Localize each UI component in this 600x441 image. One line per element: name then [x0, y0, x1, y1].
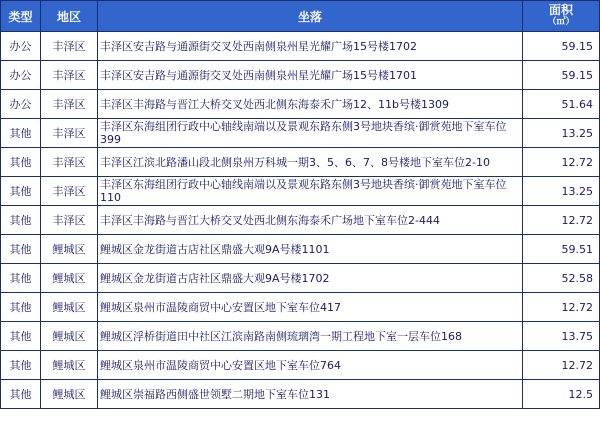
cell-type: 其他	[1, 293, 41, 322]
cell-type: 办公	[1, 61, 41, 90]
cell-area: 12.72	[523, 206, 600, 235]
cell-area: 13.25	[523, 119, 600, 148]
cell-location: 鲤城区崇福路西侧盛世领墅二期地下室车位131	[98, 380, 523, 409]
cell-district: 鲤城区	[41, 380, 98, 409]
table-row	[1, 119, 600, 148]
cell-district: 丰泽区	[41, 119, 98, 148]
cell-location: 丰泽区丰海路与晋江大桥交叉处西北侧东海泰禾广场12、11b号楼1309	[98, 90, 523, 119]
cell-type: 办公	[1, 90, 41, 119]
cell-district: 丰泽区	[41, 90, 98, 119]
header-area	[523, 1, 600, 32]
table-row	[1, 293, 600, 322]
cell-type: 其他	[1, 177, 41, 206]
table-row	[1, 322, 600, 351]
cell-district: 丰泽区	[41, 177, 98, 206]
cell-location: 丰泽区东海组团行政中心轴线南端以及景观东路东侧3号地块香缤·御赏苑地下室车位399	[98, 119, 523, 148]
cell-area: 52.58	[523, 264, 600, 293]
cell-district: 丰泽区	[41, 61, 98, 90]
cell-district: 丰泽区	[41, 32, 98, 61]
cell-district: 丰泽区	[41, 206, 98, 235]
cell-location: 鲤城区泉州市温陵商贸中心安置区地下室车位764	[98, 351, 523, 380]
cell-district: 鲤城区	[41, 322, 98, 351]
cell-location: 丰泽区丰海路与晋江大桥交叉处西北侧东海泰禾广场地下室车位2-444	[98, 206, 523, 235]
table-row	[1, 32, 600, 61]
table-row	[1, 235, 600, 264]
table-body	[1, 32, 600, 409]
cell-area: 13.75	[523, 322, 600, 351]
cell-type: 其他	[1, 235, 41, 264]
cell-location: 丰泽区东海组团行政中心轴线南端以及景观东路东侧3号地块香缤·御赏苑地下室车位110	[98, 177, 523, 206]
header-area-label: 面积	[548, 3, 573, 17]
cell-type: 其他	[1, 264, 41, 293]
cell-type: 办公	[1, 32, 41, 61]
cell-area: 59.15	[523, 32, 600, 61]
cell-type: 其他	[1, 322, 41, 351]
cell-district: 鲤城区	[41, 264, 98, 293]
cell-location: 丰泽区江滨北路潘山段北侧泉州万科城一期3、5、6、7、8号楼地下室车位2-10	[98, 148, 523, 177]
cell-location: 鲤城区金龙街道古店社区鼎盛大观9A号楼1101	[98, 235, 523, 264]
cell-area: 12.5	[523, 380, 600, 409]
cell-location: 丰泽区安吉路与通源街交叉处西南侧泉州星光耀广场15号楼1702	[98, 32, 523, 61]
table-row	[1, 90, 600, 119]
cell-location: 鲤城区泉州市温陵商贸中心安置区地下室车位417	[98, 293, 523, 322]
cell-district: 鲤城区	[41, 293, 98, 322]
cell-district: 鲤城区	[41, 235, 98, 264]
cell-location: 鲤城区浮桥街道田中社区江滨南路南侧琉璃湾一期工程地下室一层车位168	[98, 322, 523, 351]
cell-district: 鲤城区	[41, 351, 98, 380]
cell-area: 12.72	[523, 148, 600, 177]
cell-location: 丰泽区安吉路与通源街交叉处西南侧泉州星光耀广场15号楼1701	[98, 61, 523, 90]
header-type: 类型	[1, 1, 41, 32]
cell-type: 其他	[1, 148, 41, 177]
cell-area: 59.15	[523, 61, 600, 90]
table-row	[1, 61, 600, 90]
cell-district: 丰泽区	[41, 148, 98, 177]
table-row	[1, 206, 600, 235]
cell-area: 51.64	[523, 90, 600, 119]
cell-area: 13.25	[523, 177, 600, 206]
cell-location: 鲤城区金龙街道古店社区鼎盛大观9A号楼1702	[98, 264, 523, 293]
cell-area: 12.72	[523, 293, 600, 322]
cell-type: 其他	[1, 380, 41, 409]
table-row	[1, 351, 600, 380]
table-header-row	[1, 1, 600, 32]
table-row	[1, 148, 600, 177]
cell-area: 59.51	[523, 235, 600, 264]
table-row	[1, 177, 600, 206]
table-row	[1, 380, 600, 409]
cell-type: 其他	[1, 351, 41, 380]
header-area-unit: （㎡）	[547, 17, 575, 27]
header-location: 坐落	[98, 1, 523, 32]
cell-type: 其他	[1, 206, 41, 235]
table-row	[1, 264, 600, 293]
header-district: 地区	[41, 1, 98, 32]
cell-area: 12.72	[523, 351, 600, 380]
cell-type: 其他	[1, 119, 41, 148]
